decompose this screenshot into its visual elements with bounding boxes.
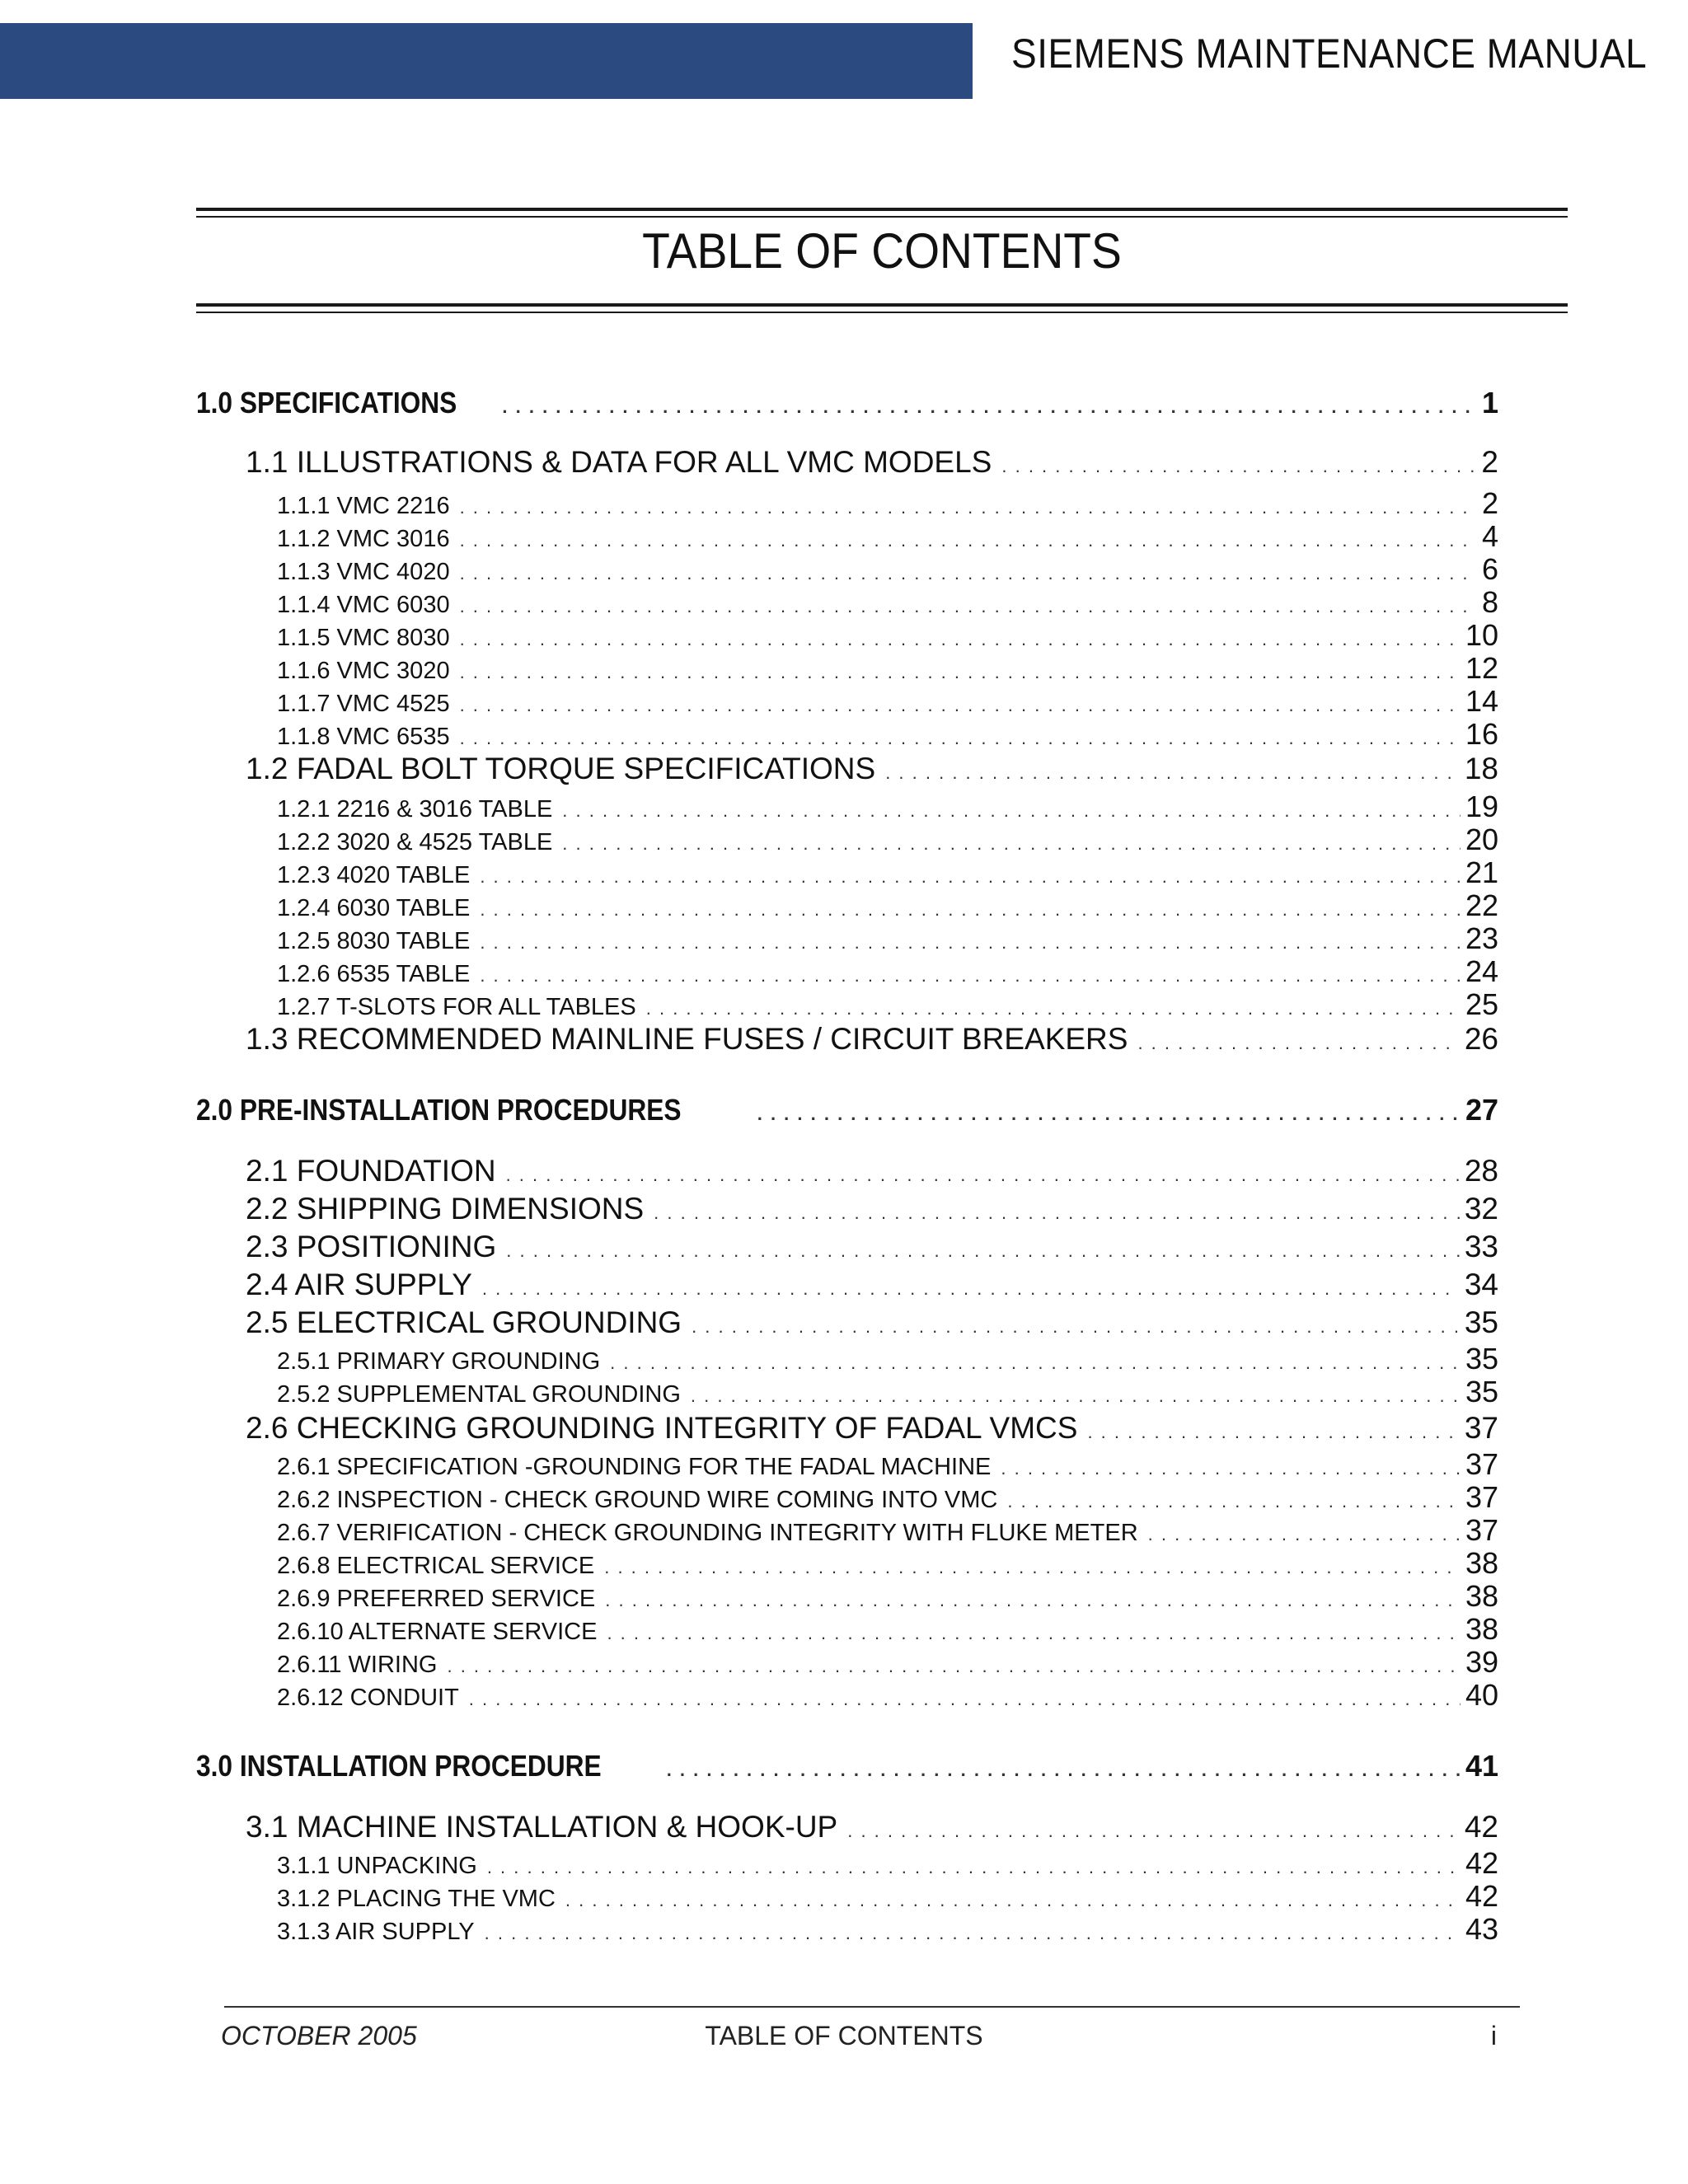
toc-entry-page-number: 12 [1465, 651, 1498, 685]
toc-entry-page-number: 41 [1465, 1749, 1498, 1783]
toc-entry-level-2[interactable] [246, 1268, 1498, 1302]
dot-leader [610, 1352, 1461, 1374]
toc-entry-page-number: 38 [1465, 1546, 1498, 1580]
toc-entry-label: 1.1.3 VMC 4020 [277, 559, 450, 585]
title-rule-bottom-1 [196, 303, 1568, 307]
toc-entry-label: 3.1.3 AIR SUPPLY [277, 1919, 475, 1945]
footer-rule [224, 2006, 1520, 2008]
toc-entry-label: 1.1.5 VMC 8030 [277, 625, 450, 651]
toc-entry-label: 1.1 ILLUSTRATIONS & DATA FOR ALL VMC MODELS [246, 445, 992, 479]
toc-entry-level-2[interactable] [246, 752, 1498, 786]
toc-entry-page-number: 34 [1464, 1268, 1498, 1301]
toc-entry-page-number: 27 [1465, 1093, 1498, 1127]
footer-date: OCTOBER 2005 [221, 2021, 417, 2050]
toc-entry-label: 2.6.1 SPECIFICATION -GROUNDING FOR THE FADAL MACHINE [277, 1454, 992, 1480]
toc-entry-page-number: 35 [1465, 1342, 1498, 1376]
toc-entry-page-number: 21 [1465, 855, 1498, 889]
dot-leader [460, 563, 1477, 584]
toc-entry-page-number: 4 [1481, 519, 1498, 553]
toc-entry-label: 2.5.2 SUPPLEMENTAL GROUNDING [277, 1381, 681, 1408]
toc-entry-label: 2.6.10 ALTERNATE SERVICE [277, 1619, 598, 1645]
dot-leader [847, 1821, 1460, 1842]
toc-entry-level-3[interactable] [277, 552, 1498, 587]
toc-entry-label: 2.5 ELECTRICAL GROUNDING [246, 1305, 682, 1339]
toc-entry-page-number: 10 [1465, 618, 1498, 652]
toc-entry-label: 2.0 PRE-INSTALLATION PROCEDURES [196, 1093, 682, 1127]
dot-leader [460, 530, 1477, 551]
dot-leader [1087, 1422, 1459, 1443]
dot-leader [562, 800, 1461, 822]
toc-entry-label: 3.0 INSTALLATION PROCEDURE [196, 1749, 602, 1783]
dot-leader [460, 662, 1461, 683]
toc-entry-page-number: 25 [1465, 987, 1498, 1021]
toc-entry-label: 2.1 FOUNDATION [246, 1154, 496, 1188]
toc-entry-level-1[interactable] [196, 1093, 1498, 1127]
toc-entry-page-number: 26 [1464, 1022, 1498, 1056]
dot-leader [480, 899, 1461, 921]
toc-entry-page-number: 33 [1464, 1230, 1498, 1263]
toc-entry-label: 3.1 MACHINE INSTALLATION & HOOK-UP [246, 1810, 838, 1844]
toc-entry-page-number: 14 [1465, 684, 1498, 718]
toc-entry-level-2[interactable] [246, 1022, 1498, 1057]
toc-entry-label: 1.1.8 VMC 6535 [277, 724, 450, 750]
dot-leader [562, 833, 1461, 855]
toc-entry-page-number: 2 [1481, 445, 1498, 479]
toc-entry-label: 1.2.1 2216 & 3016 TABLE [277, 796, 553, 823]
dot-leader [757, 1104, 1461, 1125]
dot-leader [480, 965, 1461, 987]
toc-entry-level-3[interactable] [277, 823, 1498, 857]
toc-entry-page-number: 35 [1465, 1375, 1498, 1408]
toc-entry-level-3[interactable] [277, 684, 1498, 719]
toc-entry-label: 1.2.6 6535 TABLE [277, 961, 471, 987]
dot-leader [469, 1689, 1461, 1710]
toc-entry-label: 2.3 POSITIONING [246, 1230, 497, 1263]
toc-entry-page-number: 24 [1465, 954, 1498, 988]
title-rule-bottom-2 [196, 312, 1568, 313]
header-band [0, 23, 973, 99]
toc-entry-label: 1.2.4 6030 TABLE [277, 895, 471, 921]
dot-leader [460, 728, 1461, 749]
dot-leader [1148, 1524, 1461, 1545]
dot-leader [605, 1590, 1461, 1611]
toc-entry-level-2[interactable] [246, 1305, 1498, 1340]
toc-entry-page-number: 23 [1465, 921, 1498, 955]
page-title: TABLE OF CONTENTS [642, 223, 1122, 279]
toc-entry-label: 1.1.1 VMC 2216 [277, 493, 450, 519]
toc-entry-page-number: 37 [1465, 1513, 1498, 1547]
toc-entry-label: 1.2.2 3020 & 4525 TABLE [277, 829, 553, 855]
toc-entry-level-2[interactable] [246, 1154, 1498, 1188]
toc-entry-label: 1.1.2 VMC 3016 [277, 526, 450, 552]
toc-entry-page-number: 42 [1464, 1810, 1498, 1844]
dot-leader [485, 1923, 1461, 1944]
dot-leader [1137, 1033, 1459, 1054]
toc-entry-label: 3.1.1 UNPACKING [277, 1853, 477, 1879]
dot-leader [691, 1385, 1461, 1407]
toc-entry-page-number: 37 [1464, 1411, 1498, 1445]
toc-entry-page-number: 2 [1481, 486, 1498, 520]
dot-leader [646, 998, 1461, 1019]
toc-entry-level-3[interactable] [277, 1513, 1498, 1548]
toc-entry-level-3[interactable] [277, 855, 1498, 890]
toc-entry-level-3[interactable] [277, 1579, 1498, 1614]
dot-leader [460, 596, 1477, 617]
toc-entry-page-number: 22 [1465, 888, 1498, 922]
toc-entry-level-2[interactable] [246, 1411, 1498, 1446]
toc-entry-level-3[interactable] [277, 1546, 1498, 1581]
toc-entry-label: 2.6.7 VERIFICATION - CHECK GROUNDING INTEGRITY WITH FLUKE METER [277, 1520, 1138, 1546]
toc-entry-page-number: 32 [1464, 1192, 1498, 1226]
toc-entry-level-2[interactable] [246, 1230, 1498, 1264]
toc-entry-level-3[interactable] [277, 519, 1498, 554]
toc-entry-level-1[interactable] [196, 1749, 1498, 1783]
toc-entry-level-3[interactable] [277, 1375, 1498, 1409]
toc-entry-level-3[interactable] [277, 1612, 1498, 1647]
dot-leader [506, 1240, 1460, 1262]
toc-entry-level-3[interactable] [277, 1678, 1498, 1713]
dot-leader [607, 1623, 1461, 1644]
toc-entry-page-number: 19 [1465, 790, 1498, 823]
toc-entry-level-3[interactable] [277, 1645, 1498, 1680]
dot-leader [1001, 1458, 1461, 1479]
toc-entry-page-number: 18 [1464, 752, 1498, 785]
dot-leader [480, 866, 1461, 888]
toc-entry-page-number: 40 [1465, 1678, 1498, 1712]
toc-entry-label: 2.6.12 CONDUIT [277, 1685, 459, 1711]
toc-entry-page-number: 28 [1464, 1154, 1498, 1188]
toc-entry-level-2[interactable] [246, 1192, 1498, 1226]
toc-entry-level-3[interactable] [277, 618, 1498, 653]
toc-entry-level-3[interactable] [277, 1879, 1498, 1914]
toc-entry-label: 1.1.6 VMC 3020 [277, 658, 450, 684]
toc-entry-label: 1.1.7 VMC 4525 [277, 691, 450, 717]
toc-entry-level-3[interactable] [277, 921, 1498, 956]
toc-entry-page-number: 16 [1465, 717, 1498, 751]
toc-entry-label: 2.6.2 INSPECTION - CHECK GROUND WIRE COMING INTO VMC [277, 1487, 998, 1513]
dot-leader [447, 1656, 1460, 1677]
title-rule-top-1 [196, 208, 1568, 211]
toc-entry-page-number: 37 [1465, 1447, 1498, 1481]
toc-entry-label: 1.2.3 4020 TABLE [277, 862, 471, 888]
toc-entry-label: 1.2 FADAL BOLT TORQUE SPECIFICATIONS [246, 752, 876, 785]
toc-entry-page-number: 6 [1481, 552, 1498, 586]
footer-section: TABLE OF CONTENTS [705, 2021, 983, 2050]
toc-entry-label: 1.2.5 8030 TABLE [277, 928, 471, 954]
manual-title: SIEMENS MAINTENANCE MANUAL [1010, 30, 1647, 77]
dot-leader [654, 1202, 1460, 1224]
toc-entry-level-2[interactable] [246, 445, 1498, 480]
toc-entry-level-2[interactable] [246, 1810, 1498, 1844]
dot-leader [460, 629, 1461, 650]
dot-leader [487, 1857, 1461, 1878]
toc-entry-level-3[interactable] [277, 954, 1498, 989]
dot-leader [506, 1165, 1460, 1186]
toc-entry-level-3[interactable] [277, 888, 1498, 923]
toc-entry-page-number: 43 [1465, 1912, 1498, 1946]
toc-entry-page-number: 37 [1465, 1480, 1498, 1514]
toc-entry-level-3[interactable] [277, 651, 1498, 686]
toc-entry-label: 2.6.8 ELECTRICAL SERVICE [277, 1553, 595, 1579]
title-rule-top-2 [196, 216, 1568, 218]
toc-entry-level-3[interactable] [277, 1480, 1498, 1515]
toc-entry-page-number: 38 [1465, 1612, 1498, 1646]
dot-leader [1007, 1491, 1461, 1512]
toc-entry-label: 2.5.1 PRIMARY GROUNDING [277, 1348, 601, 1375]
toc-entry-page-number: 42 [1465, 1879, 1498, 1913]
toc-entry-label: 1.3 RECOMMENDED MAINLINE FUSES / CIRCUIT BREAKERS [246, 1022, 1128, 1056]
toc-entry-level-3[interactable] [277, 1912, 1498, 1947]
dot-leader [460, 497, 1477, 518]
toc-entry-page-number: 35 [1464, 1305, 1498, 1339]
dot-leader [565, 1890, 1461, 1911]
dot-leader [482, 1278, 1460, 1300]
toc-entry-label: 1.0 SPECIFICATIONS [196, 386, 457, 419]
toc-entry-level-3[interactable] [277, 1447, 1498, 1482]
footer-page-number: i [1490, 2021, 1497, 2050]
toc-entry-label: 2.4 AIR SUPPLY [246, 1268, 472, 1301]
toc-entry-page-number: 20 [1465, 823, 1498, 856]
toc-entry-label: 1.2.7 T-SLOTS FOR ALL TABLES [277, 994, 636, 1020]
toc-entry-level-3[interactable] [277, 1342, 1498, 1376]
toc-entry-level-1[interactable] [196, 386, 1498, 420]
toc-entry-level-3[interactable] [277, 486, 1498, 521]
toc-entry-level-3[interactable] [277, 790, 1498, 824]
dot-leader [1001, 456, 1476, 477]
dot-leader [604, 1557, 1461, 1578]
toc-entry-level-3[interactable] [277, 585, 1498, 620]
toc-entry-label: 2.6.9 PREFERRED SERVICE [277, 1586, 596, 1612]
toc-entry-label: 3.1.2 PLACING THE VMC [277, 1886, 556, 1912]
dot-leader [667, 1760, 1461, 1781]
toc-entry-page-number: 8 [1481, 585, 1498, 619]
toc-entry-level-3[interactable] [277, 987, 1498, 1022]
toc-entry-label: 1.1.4 VMC 6030 [277, 592, 450, 618]
dot-leader [885, 762, 1460, 784]
toc-entry-page-number: 42 [1465, 1846, 1498, 1880]
dot-leader [480, 932, 1461, 954]
toc-entry-page-number: 38 [1465, 1579, 1498, 1613]
toc-entry-level-3[interactable] [277, 717, 1498, 752]
toc-entry-label: 2.6.11 WIRING [277, 1652, 438, 1678]
toc-entry-page-number: 1 [1481, 386, 1498, 419]
toc-entry-page-number: 39 [1465, 1645, 1498, 1679]
dot-leader [692, 1316, 1460, 1338]
toc-entry-label: 2.2 SHIPPING DIMENSIONS [246, 1192, 645, 1226]
toc-entry-level-3[interactable] [277, 1846, 1498, 1881]
dot-leader [502, 396, 1477, 418]
toc-entry-label: 2.6 CHECKING GROUNDING INTEGRITY OF FADAL VMCS [246, 1411, 1078, 1445]
dot-leader [460, 695, 1461, 716]
